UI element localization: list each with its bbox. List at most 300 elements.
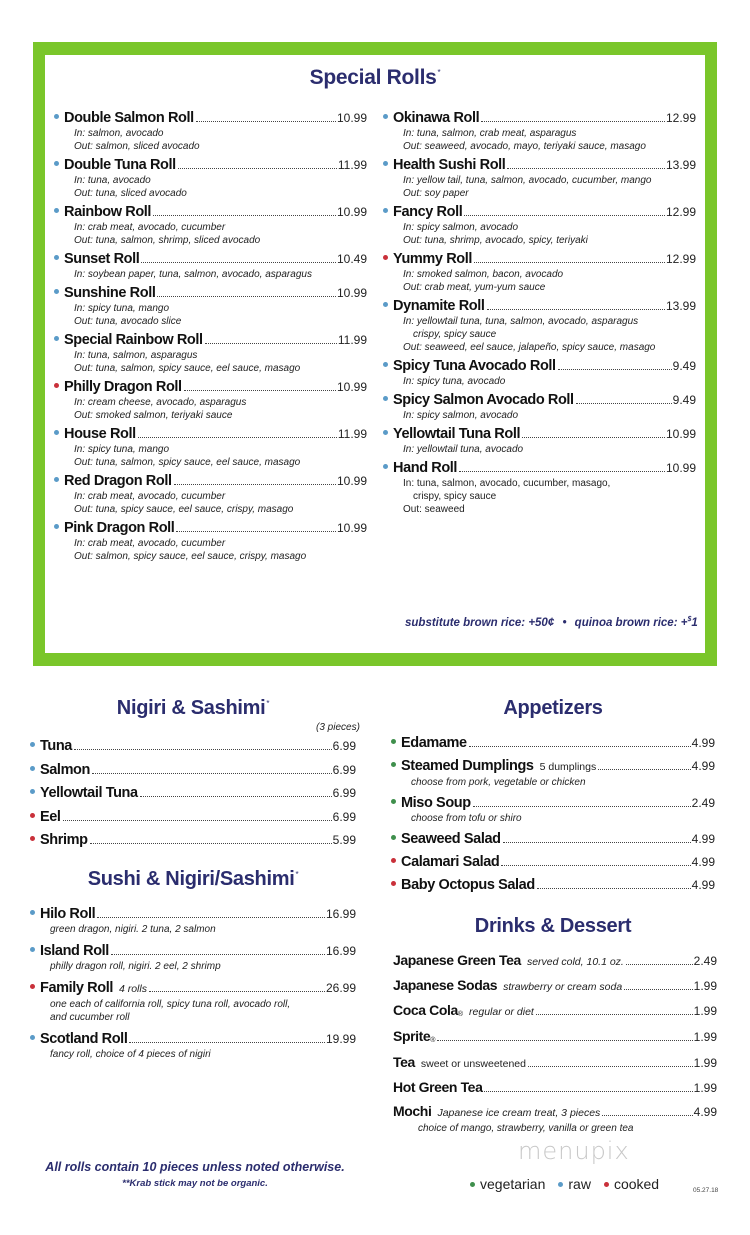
description-line: In: yellow tail, tuna, salmon, avocado, cucumber, mango [403,175,652,186]
menu-item-line [30,1031,356,1048]
item-note: sweet or unsweetened [420,1058,526,1070]
menu-item-line [393,1054,717,1073]
item-price: 10.99 [336,474,367,488]
menu-item [30,832,356,856]
veg-dot-icon [391,799,396,804]
menu-item [391,854,715,871]
menu-item-line [54,379,367,396]
item-description [391,776,715,789]
raw-dot-icon [383,161,388,166]
description-line: Out: soy paper [403,188,469,199]
raw-dot-icon [30,910,35,915]
item-price: 9.49 [672,393,696,407]
item-name: Pink Dragon Roll [64,520,175,536]
menu-item-line [30,906,356,923]
raw-dot-icon [558,1182,563,1187]
menu-item [30,809,356,833]
item-description [54,127,367,140]
cooked-dot-icon [391,858,396,863]
menu-item [391,758,715,789]
item-price: 10.99 [665,461,696,475]
item-price: 10.99 [336,286,367,300]
legend-item-cooked [604,1176,659,1192]
legend-label: raw [568,1176,591,1192]
description-line: Out: smoked salmon, teriyaki sauce [74,410,233,421]
dot-leader [97,917,325,918]
item-description [383,490,696,503]
legend-item-raw [558,1176,591,1192]
menu-item-line [393,1103,717,1122]
dot-leader [501,865,690,866]
dot-leader [92,773,332,774]
item-description [391,812,715,825]
menu-item-line [383,251,696,268]
menu-item [393,1002,717,1022]
description-line: and cucumber roll [50,1012,130,1023]
item-description [30,1048,356,1061]
description-line: crispy, spicy sauce [413,491,497,502]
item-description [54,349,367,362]
menu-item-line [54,426,367,443]
dot-leader [522,437,665,438]
menu-item [393,1079,717,1097]
item-description [54,174,367,187]
veg-dot-icon [391,762,396,767]
item-note: served cold, 10.1 oz. [526,956,624,968]
dot-leader [63,820,332,821]
sushi-combo-title [30,868,356,891]
item-name: Japanese Green Tea [393,952,521,968]
item-name: Mochi [393,1103,432,1119]
item-name: Okinawa Roll [393,110,480,126]
nigiri-sashimi-title [30,697,356,720]
menu-item [393,952,717,971]
menu-item-line [393,1002,717,1022]
dot-leader [140,796,332,797]
raw-dot-icon [54,336,59,341]
item-price: 1.99 [693,1004,717,1018]
item-price: 4.99 [691,878,715,892]
description-line: Out: tuna, sliced avocado [74,188,187,199]
item-note: regular or diet [469,1006,534,1018]
menu-item [391,735,715,752]
item-price: 4.99 [691,832,715,846]
item-name: Miso Soup [401,795,471,811]
appetizers-title [391,697,715,720]
dot-leader [464,215,665,216]
veg-dot-icon [391,739,396,744]
item-description [54,443,367,456]
item-price: 6.99 [332,809,356,824]
item-price: 26.99 [325,981,356,995]
menu-item [383,157,696,200]
dot-leader [178,168,337,169]
description-line: choose from pork, vegetable or chicken [411,777,586,788]
menu-item [393,1028,717,1048]
menu-item [383,358,696,388]
dot-leader [536,1014,693,1015]
drinks-dessert-title [391,915,715,938]
item-price: 4.99 [693,1105,717,1119]
item-description [54,362,367,375]
item-description [54,537,367,550]
description-line: In: tuna, salmon, asparagus [74,350,198,361]
item-name: Fancy Roll [393,204,463,220]
menu-item [383,460,696,516]
dot-leader [129,1042,325,1043]
dot-leader [74,749,332,750]
item-description [383,443,696,456]
dot-leader [507,168,665,169]
description-line: In: cream cheese, avocado, asparagus [74,397,247,408]
item-price: 1.99 [693,1081,717,1095]
menupix-watermark: menupix [518,1137,630,1165]
menu-item-line [54,473,367,490]
item-name: Red Dragon Roll [64,473,172,489]
item-price: 4.99 [691,855,715,869]
menu-item [383,110,696,153]
menu-item [54,520,367,563]
cooked-dot-icon [30,813,35,818]
item-price: 13.99 [665,299,696,313]
raw-dot-icon [54,524,59,529]
item-description [383,268,696,281]
special-rolls-left-column [54,110,367,567]
item-price: 4.99 [691,736,715,750]
menu-item-line [391,758,715,776]
menu-item [30,1031,356,1061]
item-price: 10.99 [336,380,367,394]
menu-item [30,980,356,1024]
item-name: Spicy Salmon Avocado Roll [393,392,574,408]
menu-item [393,1103,717,1135]
description-line: In: crab meat, avocado, cucumber [74,491,226,502]
item-price: 16.99 [325,944,356,958]
menu-item [383,251,696,294]
dot-leader [473,806,691,807]
dot-leader [111,954,325,955]
menu-item-line [383,426,696,443]
item-description [54,409,367,422]
menu-item [391,795,715,825]
raw-dot-icon [30,1035,35,1040]
item-name: Scotland Roll [40,1031,128,1047]
item-description [54,268,367,281]
dot-leader [437,1040,692,1041]
dot-leader [174,484,336,485]
menu-item-line [30,809,356,826]
description-line: In: tuna, salmon, crab meat, asparagus [403,128,577,139]
registered-mark: ® [430,1037,436,1044]
description-line: In: spicy salmon, avocado [403,222,519,233]
dot-leader [558,369,672,370]
asterisk-mark: * [266,699,270,708]
item-name: Yummy Roll [393,251,472,267]
item-name: Hilo Roll [40,906,96,922]
item-description [383,127,696,140]
dot-leader [481,121,665,122]
item-description [54,187,367,200]
menu-item-line [383,157,696,174]
description-line: In: spicy salmon, avocado [403,410,519,421]
menu-item-line [30,832,356,849]
raw-dot-icon [54,430,59,435]
item-description [383,281,696,294]
item-description [383,375,696,388]
menu-item [54,157,367,200]
item-name: Island Roll [40,943,109,959]
dot-leader [537,888,691,889]
dot-leader [149,991,325,992]
item-price: 6.99 [332,786,356,800]
menu-item-line [393,1028,717,1048]
item-description [383,140,696,153]
cooked-dot-icon [604,1182,609,1187]
item-description [383,234,696,247]
item-description [54,396,367,409]
item-name: Japanese Sodas [393,977,498,993]
item-price: 10.49 [336,252,367,266]
raw-dot-icon [30,789,35,794]
menu-item [393,1054,717,1073]
item-name: Philly Dragon Roll [64,379,182,395]
rolls-pieces-note: All rolls contain 10 pieces unless noted otherwise. [45,1160,345,1174]
dot-leader [484,1091,692,1092]
sushi-combo-list [30,906,356,1068]
item-price: 10.99 [336,205,367,219]
menu-item-line [391,854,715,871]
menu-item-line [393,977,717,996]
description-line: Out: salmon, spicy sauce, eel sauce, crispy, masago [74,551,307,562]
special-rolls-title [33,66,717,90]
item-price: 2.49 [693,954,717,968]
item-description [383,315,696,328]
menu-item-line [54,157,367,174]
item-name: Dynamite Roll [393,298,485,314]
item-name: Baby Octopus Salad [401,877,535,893]
veg-dot-icon [391,835,396,840]
dollar-sup: $ [687,616,692,623]
item-note: 5 dumplings [539,761,597,773]
item-price: 12.99 [665,111,696,125]
item-price: 11.99 [337,158,367,172]
item-price: 10.99 [336,521,367,535]
dot-leader [576,403,672,404]
item-name: Double Tuna Roll [64,157,176,173]
menu-item-line [30,980,356,998]
description-line: Out: seaweed, eel sauce, jalapeño, spicy sauce, masago [403,342,656,353]
raw-dot-icon [383,302,388,307]
menu-item [54,204,367,247]
description-line: Out: salmon, sliced avocado [74,141,200,152]
menu-item-line [383,204,696,221]
menu-item [383,204,696,247]
item-description [30,960,356,973]
menu-item-line [391,735,715,752]
cooked-dot-icon [30,984,35,989]
description-line: fancy roll, choice of 4 pieces of nigiri [50,1049,211,1060]
appetizers-title-text: Appetizers [503,697,603,719]
item-price: 13.99 [665,158,696,172]
description-line: choice of mango, strawberry, vanilla or green tea [418,1123,634,1134]
item-name: Shrimp [40,832,88,848]
item-description [54,234,367,247]
description-line: green dragon, nigiri. 2 tuna, 2 salmon [50,924,216,935]
menu-item [30,762,356,786]
raw-dot-icon [54,114,59,119]
menu-item [30,738,356,762]
legend-label: vegetarian [480,1176,546,1192]
dot-leader [624,989,692,990]
description-line: Out: tuna, salmon, spicy sauce, eel sauce, masago [74,363,301,374]
item-description [383,341,696,354]
item-description [30,998,356,1011]
menu-item-line [30,785,356,802]
item-description [54,315,367,328]
raw-dot-icon [30,742,35,747]
item-name: Yellowtail Tuna Roll [393,426,521,442]
item-price: 4.99 [691,759,715,773]
cooked-dot-icon [383,255,388,260]
krab-stick-note: **Krab stick may not be organic. [122,1178,268,1189]
description-line: In: smoked salmon, bacon, avocado [403,269,564,280]
menu-item [30,906,356,936]
raw-dot-icon [383,430,388,435]
item-description [393,1122,717,1135]
cooked-dot-icon [54,383,59,388]
menu-item-line [54,332,367,349]
description-line: Out: tuna, spicy sauce, eel sauce, crispy, masago [74,504,294,515]
description-line: In: tuna, salmon, avocado, cucumber, masago, [403,478,611,489]
description-line: Out: tuna, avocado slice [74,316,182,327]
dot-leader [141,262,336,263]
menu-item-line [30,738,356,755]
item-name: Coca Cola [393,1002,458,1018]
item-description [54,140,367,153]
description-line: In: salmon, avocado [74,128,164,139]
raw-dot-icon [383,464,388,469]
bullet-separator: • [562,616,567,629]
item-name: Health Sushi Roll [393,157,506,173]
sushi-combo-title-text: Sushi & Nigiri/Sashimi [87,868,295,890]
raw-dot-icon [383,362,388,367]
item-name: Eel [40,808,61,825]
menu-item-line [391,877,715,894]
menu-item [391,877,715,894]
item-note: 4 rolls [118,983,147,995]
item-name: Seaweed Salad [401,831,501,847]
dot-leader [176,531,336,532]
menu-item [30,943,356,973]
menu-item [54,426,367,469]
item-name: Double Salmon Roll [64,110,194,126]
quinoa-amount: 1 [691,616,698,629]
item-description [30,1011,356,1024]
description-line: In: spicy tuna, avocado [403,376,506,387]
raw-dot-icon [54,208,59,213]
item-name: Family Roll [40,980,113,996]
dot-leader [459,471,665,472]
menu-item-line [393,952,717,971]
item-price: 12.99 [665,252,696,266]
item-description [54,550,367,563]
menu-item [383,392,696,422]
date-code: 05.27.18 [693,1187,719,1194]
dot-leader [503,842,691,843]
menu-item [54,110,367,153]
item-price: 1.99 [693,1056,717,1070]
menu-item-line [391,795,715,812]
item-price: 10.99 [665,427,696,441]
dot-leader [602,1115,692,1116]
item-name: Sprite [393,1028,431,1044]
menu-item-line [383,392,696,409]
item-price: 9.49 [672,359,696,373]
asterisk-mark: * [437,68,441,77]
item-description [30,923,356,936]
description-line: In: yellowtail tuna, tuna, salmon, avocado, asparagus [403,316,639,327]
menu-item-line [383,298,696,315]
veg-dot-icon [470,1182,475,1187]
item-name: Tuna [40,738,72,754]
item-description [54,456,367,469]
item-name: Spicy Tuna Avocado Roll [393,358,556,374]
dot-legend [470,1176,672,1192]
description-line: In: tuna, avocado [74,175,151,186]
dot-leader [138,437,337,438]
menu-item-line [383,110,696,127]
item-name: Edamame [401,735,467,751]
cooked-dot-icon [30,836,35,841]
description-line: Out: seaweed, avocado, mayo, teriyaki sauce, masago [403,141,646,152]
item-note: Japanese ice cream treat, 3 pieces [437,1107,601,1119]
dot-leader [528,1066,693,1067]
item-name: Rainbow Roll [64,204,152,220]
item-price: 11.99 [337,427,367,441]
raw-dot-icon [30,947,35,952]
legend-item-vegetarian [470,1176,545,1192]
item-description [54,490,367,503]
dot-leader [90,843,332,844]
menu-item-line [54,251,367,268]
appetizers-list [391,735,715,900]
item-description [383,221,696,234]
menu-item [30,785,356,809]
menu-item-line [383,460,696,477]
item-name: Sunshine Roll [64,285,156,301]
description-line: Out: tuna, salmon, shrimp, sliced avocado [74,235,261,246]
menu-item [391,831,715,848]
menu-item-line [54,285,367,302]
item-name: Sunset Roll [64,251,140,267]
item-description [383,409,696,422]
item-description [383,503,696,516]
menu-item-line [54,110,367,127]
description-line: crispy, spicy sauce [413,329,497,340]
dot-leader [474,262,665,263]
menu-item [54,379,367,422]
legend-label: cooked [613,1176,660,1192]
item-description [54,503,367,516]
special-rolls-right-column [383,110,696,520]
special-rolls-title-text: Special Rolls [309,66,437,89]
menu-item-line [54,520,367,537]
item-name: House Roll [64,426,136,442]
item-price: 12.99 [665,205,696,219]
pieces-note: (3 pieces) [316,722,360,733]
dot-leader [626,964,693,965]
menu-item [54,473,367,516]
